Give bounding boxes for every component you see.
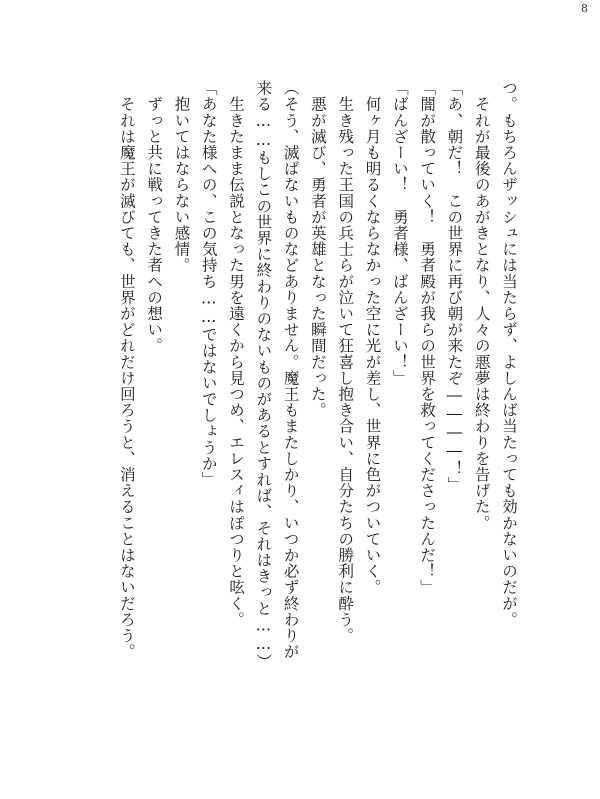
text-line: 「ばんざーい！ 勇者様、ばんざーい！」 bbox=[390, 80, 409, 386]
text-line: 「闇が散っていく！ 勇者殿が我らの世界を救ってくださったんだ！」 bbox=[418, 80, 437, 596]
text-line: 抱いてはならない感情。 bbox=[172, 80, 191, 274]
text-line: つ。もちろんザッシュには当たらず、よしんば当たっても効かないのだが。 bbox=[500, 80, 518, 628]
text-line: 悪が滅び、勇者が英雄となった瞬間だった。 bbox=[308, 80, 327, 419]
text-line: それが最後のあがきとなり、人々の悪夢は終わりを告げた。 bbox=[472, 80, 491, 531]
text-line: ずっと共に戦ってきた者への想い。 bbox=[145, 80, 164, 354]
text-line: 生きたまま伝説となった男を遠くから見つめ、エレスィはぽつりと呟く。 bbox=[227, 80, 246, 628]
text-line: 生き残った王国の兵士らが泣いて狂喜し抱き合い、自分たちの勝利に酔う。 bbox=[336, 80, 355, 644]
page-number: 8 bbox=[581, 2, 588, 15]
novel-text-body bbox=[113, 80, 522, 770]
text-line: 何ヶ月も明るくならなかった空に光が差し、世界に色がついていく。 bbox=[363, 80, 382, 596]
text-line: 「あ、朝だ！ この世界に再び朝が来たぞ――――！」 bbox=[445, 80, 464, 493]
text-line: それは魔王が滅びても、世界がどれだけ回ろうと、消えることはないだろう。 bbox=[117, 80, 136, 660]
text-line: （そう、滅ばないものなどありません。魔王もまたしかり、いつか必ず終わりが bbox=[281, 80, 300, 660]
text-line: 「あなた様への、この気持ち……ではないでしょうか」 bbox=[199, 80, 218, 488]
text-line: 来る……もしこの世界に終わりのないものがあるとすれば、それはきっと……） bbox=[254, 80, 273, 670]
